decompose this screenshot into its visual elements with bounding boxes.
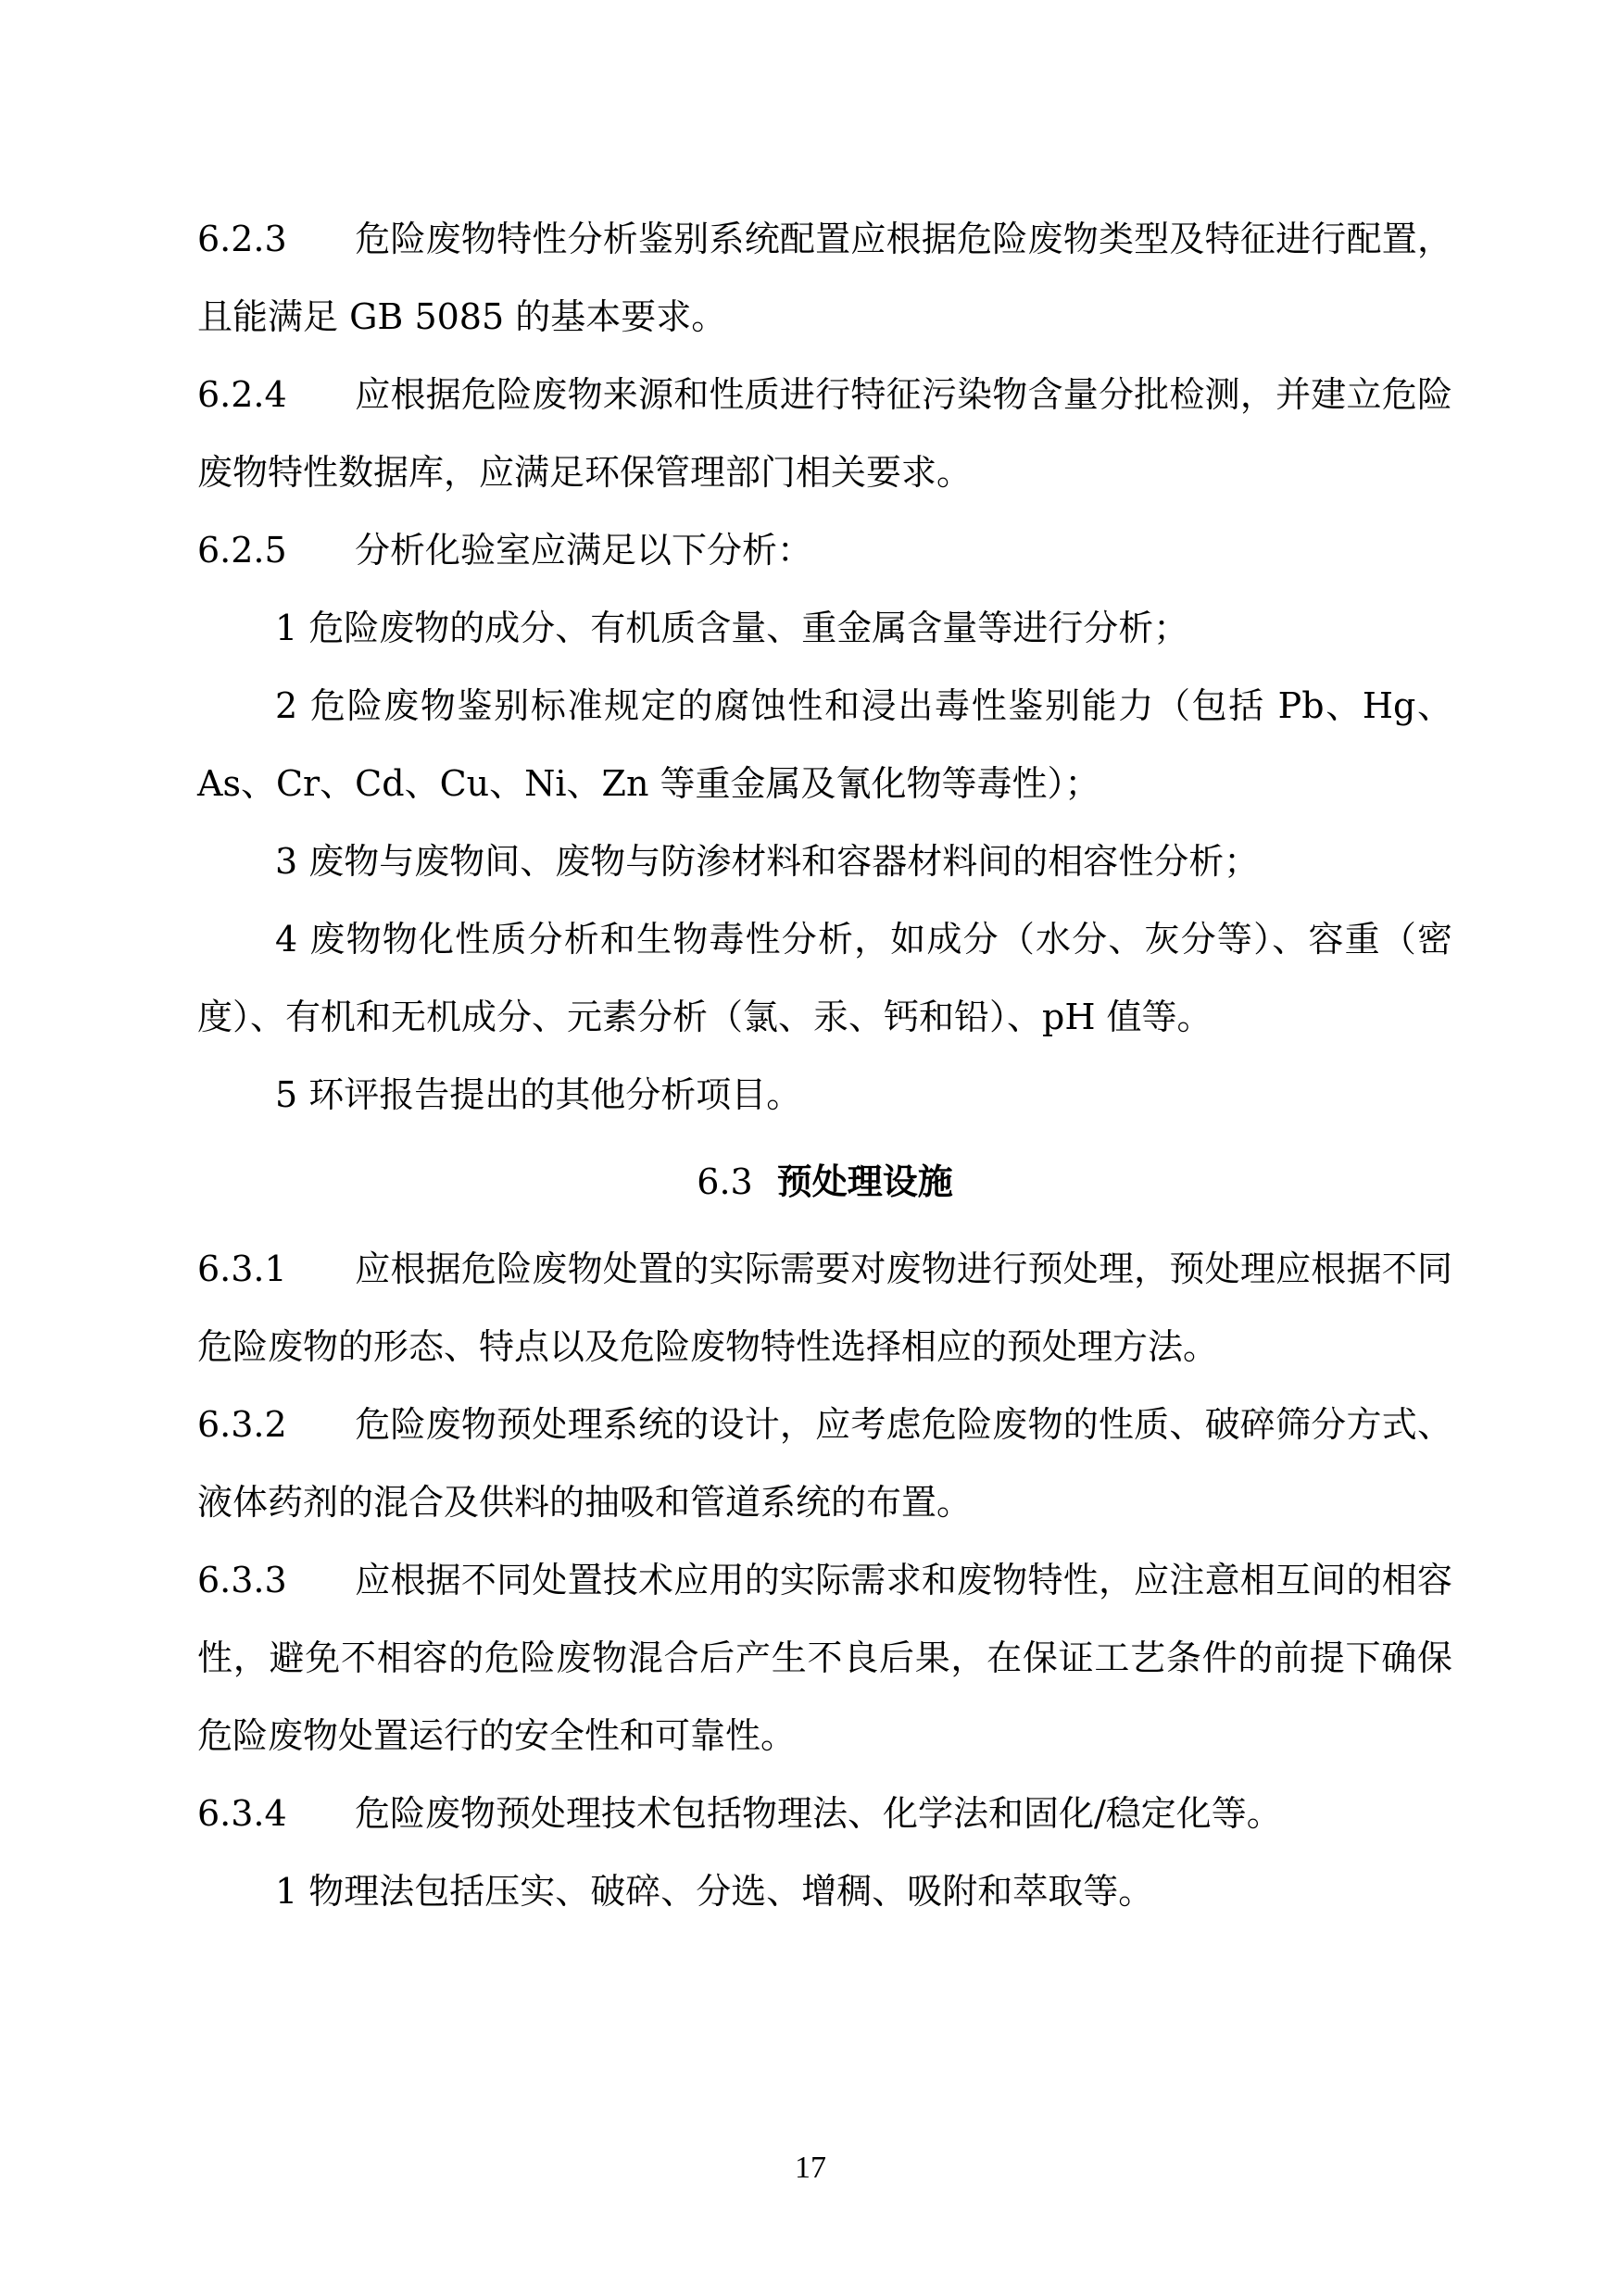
section-number: 6.3 xyxy=(697,1161,753,1202)
clause-text: 应根据危险废物来源和性质进行特征污染物含量分批检测，并建立危险废物特性数据库，应满足环保管理部门相关要求。 xyxy=(197,374,1452,493)
clause-text: 应根据不同处置技术应用的实际需求和废物特性，应注意相互间的相容性，避免不相容的危险废物混合后产生不良后果，在保证工艺条件的前提下确保危险废物处置运行的安全性和可靠性。 xyxy=(197,1560,1452,1756)
clause-number: 6.2.4 xyxy=(197,374,287,415)
section-heading xyxy=(197,1143,1452,1221)
page-content xyxy=(197,200,1452,1930)
section-title: 预处理设施 xyxy=(776,1161,953,1202)
list-item: 2 危险废物鉴别标准规定的腐蚀性和浸出毒性鉴别能力（包括 Pb、Hg、As、Cr、Cd、Cu、Ni、Zn 等重金属及氰化物等毒性）； xyxy=(197,685,1452,804)
clause-number: 6.2.5 xyxy=(197,530,287,571)
clause-number: 6.3.1 xyxy=(197,1248,287,1289)
clause-6-3-1 xyxy=(197,1230,1452,1386)
page-number: 17 xyxy=(795,2151,826,2185)
clause-number: 6.3.3 xyxy=(197,1560,287,1600)
clause-text: 危险废物预处理系统的设计，应考虑危险废物的性质、破碎筛分方式、液体药剂的混合及供料的抽吸和管道系统的布置。 xyxy=(197,1404,1452,1523)
clause-text: 危险废物特性分析鉴别系统配置应根据危险废物类型及特征进行配置，且能满足 GB 5085 的基本要求。 xyxy=(197,219,1452,337)
list-item: 4 废物物化性质分析和生物毒性分析，如成分（水分、灰分等）、容重（密度）、有机和无机成分、元素分析（氯、汞、钙和铅）、pH 值等。 xyxy=(197,919,1452,1037)
list-item: 1 危险废物的成分、有机质含量、重金属含量等进行分析； xyxy=(275,608,1189,648)
clause-6-2-4 xyxy=(197,356,1452,511)
clause-6-2-3 xyxy=(197,200,1452,356)
clause-6-3-2 xyxy=(197,1386,1452,1541)
clause-6-3-4 xyxy=(197,1775,1452,1852)
clause-number: 6.3.4 xyxy=(197,1793,287,1834)
clause-number: 6.3.2 xyxy=(197,1404,287,1445)
clause-number: 6.2.3 xyxy=(197,219,287,259)
clause-6-2-5 xyxy=(197,511,1452,589)
list-item: 5 环评报告提出的其他分析项目。 xyxy=(275,1074,802,1115)
list-item: 1 物理法包括压实、破碎、分选、增稠、吸附和萃取等。 xyxy=(275,1871,1154,1912)
clause-6-3-3 xyxy=(197,1541,1452,1775)
clause-text: 危险废物预处理技术包括物理法、化学法和固化/稳定化等。 xyxy=(355,1793,1282,1834)
clause-text: 应根据危险废物处置的实际需要对废物进行预处理，预处理应根据不同危险废物的形态、特点以及危险废物特性选择相应的预处理方法。 xyxy=(197,1248,1452,1367)
list-item: 3 废物与废物间、废物与防渗材料和容器材料间的相容性分析； xyxy=(275,841,1260,882)
clause-text: 分析化验室应满足以下分析： xyxy=(355,530,813,571)
